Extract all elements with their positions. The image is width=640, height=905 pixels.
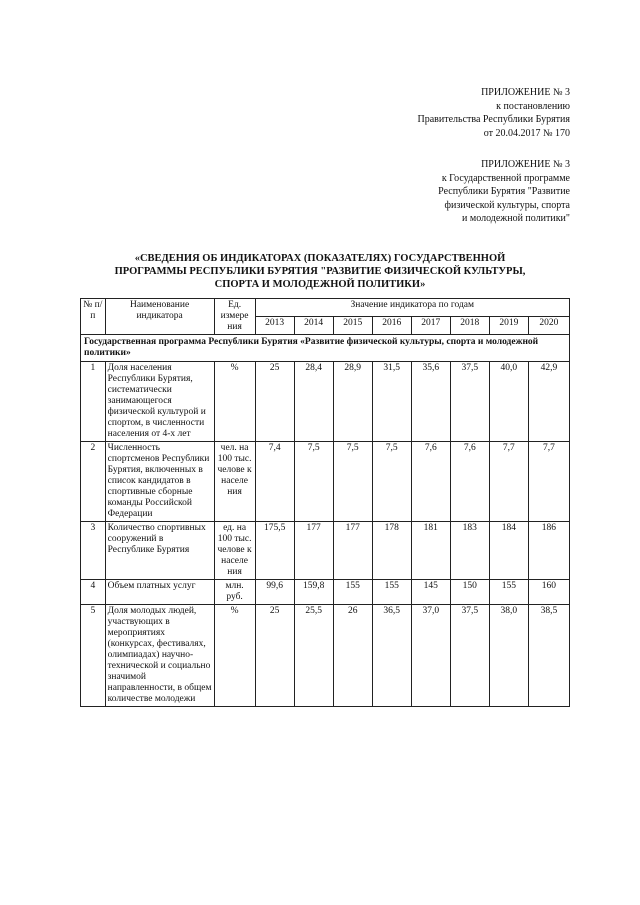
appendix-block-resolution <box>417 86 570 140</box>
row-value: 7,6 <box>450 442 489 522</box>
header-year: 2018 <box>450 317 489 335</box>
header-num: № п/п <box>81 299 106 335</box>
table-row <box>81 442 570 522</box>
row-value: 155 <box>489 580 528 605</box>
header-year: 2017 <box>411 317 450 335</box>
table-row <box>81 580 570 605</box>
row-name: Количество спортивных сооружений в Республике Бурятия <box>105 522 214 580</box>
header-year: 2015 <box>333 317 372 335</box>
row-value: 184 <box>489 522 528 580</box>
row-unit: % <box>214 605 255 707</box>
table-row <box>81 522 570 580</box>
section-title: Государственная программа Республики Бурятия «Развитие физической культуры, спорта и молодежной политики» <box>81 335 570 362</box>
row-value: 36,5 <box>372 605 411 707</box>
row-value: 7,7 <box>528 442 569 522</box>
table-row <box>81 605 570 707</box>
row-unit: чел. на 100 тыс. челове к населе ния <box>214 442 255 522</box>
row-value: 178 <box>372 522 411 580</box>
row-value: 26 <box>333 605 372 707</box>
row-value: 175,5 <box>255 522 294 580</box>
row-value: 28,4 <box>294 362 333 442</box>
header-year: 2013 <box>255 317 294 335</box>
row-value: 7,4 <box>255 442 294 522</box>
header-values-group: Значение индикатора по годам <box>255 299 569 317</box>
document-title <box>70 252 570 291</box>
row-value: 186 <box>528 522 569 580</box>
row-unit: ед. на 100 тыс. челове к населе ния <box>214 522 255 580</box>
row-value: 25,5 <box>294 605 333 707</box>
row-value: 7,7 <box>489 442 528 522</box>
row-value: 42,9 <box>528 362 569 442</box>
row-value: 38,0 <box>489 605 528 707</box>
appendix-ref: и молодежной политики" <box>462 213 570 224</box>
row-unit: % <box>214 362 255 442</box>
row-value: 37,0 <box>411 605 450 707</box>
section-row <box>81 335 570 362</box>
row-name: Доля молодых людей, участвующих в мероприятиях (конкурсах, фестивалях, олимпиадах) научно-технической и социально значимой направленности, в общем количестве молодежи <box>105 605 214 707</box>
row-value: 145 <box>411 580 450 605</box>
header-year: 2016 <box>372 317 411 335</box>
appendix-block-program <box>438 158 570 226</box>
header-year: 2020 <box>528 317 569 335</box>
row-value: 7,5 <box>333 442 372 522</box>
row-value: 25 <box>255 605 294 707</box>
table-row <box>81 362 570 442</box>
row-value: 25 <box>255 362 294 442</box>
row-value: 155 <box>333 580 372 605</box>
row-name: Численность спортсменов Республики Бурятия, включенных в список кандидатов в спортивные сборные команды Российской Федерации <box>105 442 214 522</box>
row-value: 28,9 <box>333 362 372 442</box>
row-value: 37,5 <box>450 362 489 442</box>
appendix-label: ПРИЛОЖЕНИЕ № 3 <box>481 159 570 170</box>
row-value: 35,6 <box>411 362 450 442</box>
row-value: 150 <box>450 580 489 605</box>
row-num: 2 <box>81 442 106 522</box>
appendix-ref: к постановлению <box>496 100 570 112</box>
header-name: Наименование индикатора <box>105 299 214 335</box>
row-value: 37,5 <box>450 605 489 707</box>
row-name: Доля населения Республики Бурятия, систематически занимающегося физической культурой и спортом, в численности населения от 4-х лет <box>105 362 214 442</box>
appendix-ref: Республики Бурятия "Развитие <box>438 186 570 197</box>
appendix-date: от 20.04.2017 № 170 <box>483 127 570 139</box>
row-value: 31,5 <box>372 362 411 442</box>
row-num: 1 <box>81 362 106 442</box>
indicators-table <box>80 298 570 707</box>
row-value: 183 <box>450 522 489 580</box>
appendix-ref: к Государственной программе <box>441 172 570 184</box>
row-value: 159,8 <box>294 580 333 605</box>
row-unit: млн. руб. <box>214 580 255 605</box>
row-value: 181 <box>411 522 450 580</box>
row-value: 177 <box>333 522 372 580</box>
appendix-label: ПРИЛОЖЕНИЕ № 3 <box>481 87 570 98</box>
row-value: 7,6 <box>411 442 450 522</box>
row-num: 3 <box>81 522 106 580</box>
header-year: 2019 <box>489 317 528 335</box>
title-line: «СВЕДЕНИЯ ОБ ИНДИКАТОРАХ (ПОКАЗАТЕЛЯХ) ГОСУДАРСТВЕННОЙ <box>134 253 506 264</box>
appendix-ref: Правительства Республики Бурятия <box>417 114 570 125</box>
title-line: СПОРТА И МОЛОДЕЖНОЙ ПОЛИТИКИ» <box>214 279 426 290</box>
row-num: 5 <box>81 605 106 707</box>
row-value: 40,0 <box>489 362 528 442</box>
header-unit: Ед. измере ния <box>214 299 255 335</box>
row-value: 99,6 <box>255 580 294 605</box>
row-value: 38,5 <box>528 605 569 707</box>
appendix-ref: физической культуры, спорта <box>444 199 570 211</box>
row-value: 7,5 <box>294 442 333 522</box>
row-value: 177 <box>294 522 333 580</box>
row-name: Объем платных услуг <box>105 580 214 605</box>
row-value: 7,5 <box>372 442 411 522</box>
row-value: 160 <box>528 580 569 605</box>
header-year: 2014 <box>294 317 333 335</box>
title-line: ПРОГРАММЫ РЕСПУБЛИКИ БУРЯТИЯ "РАЗВИТИЕ ФИЗИЧЕСКОЙ КУЛЬТУРЫ, <box>114 266 526 277</box>
row-num: 4 <box>81 580 106 605</box>
row-value: 155 <box>372 580 411 605</box>
